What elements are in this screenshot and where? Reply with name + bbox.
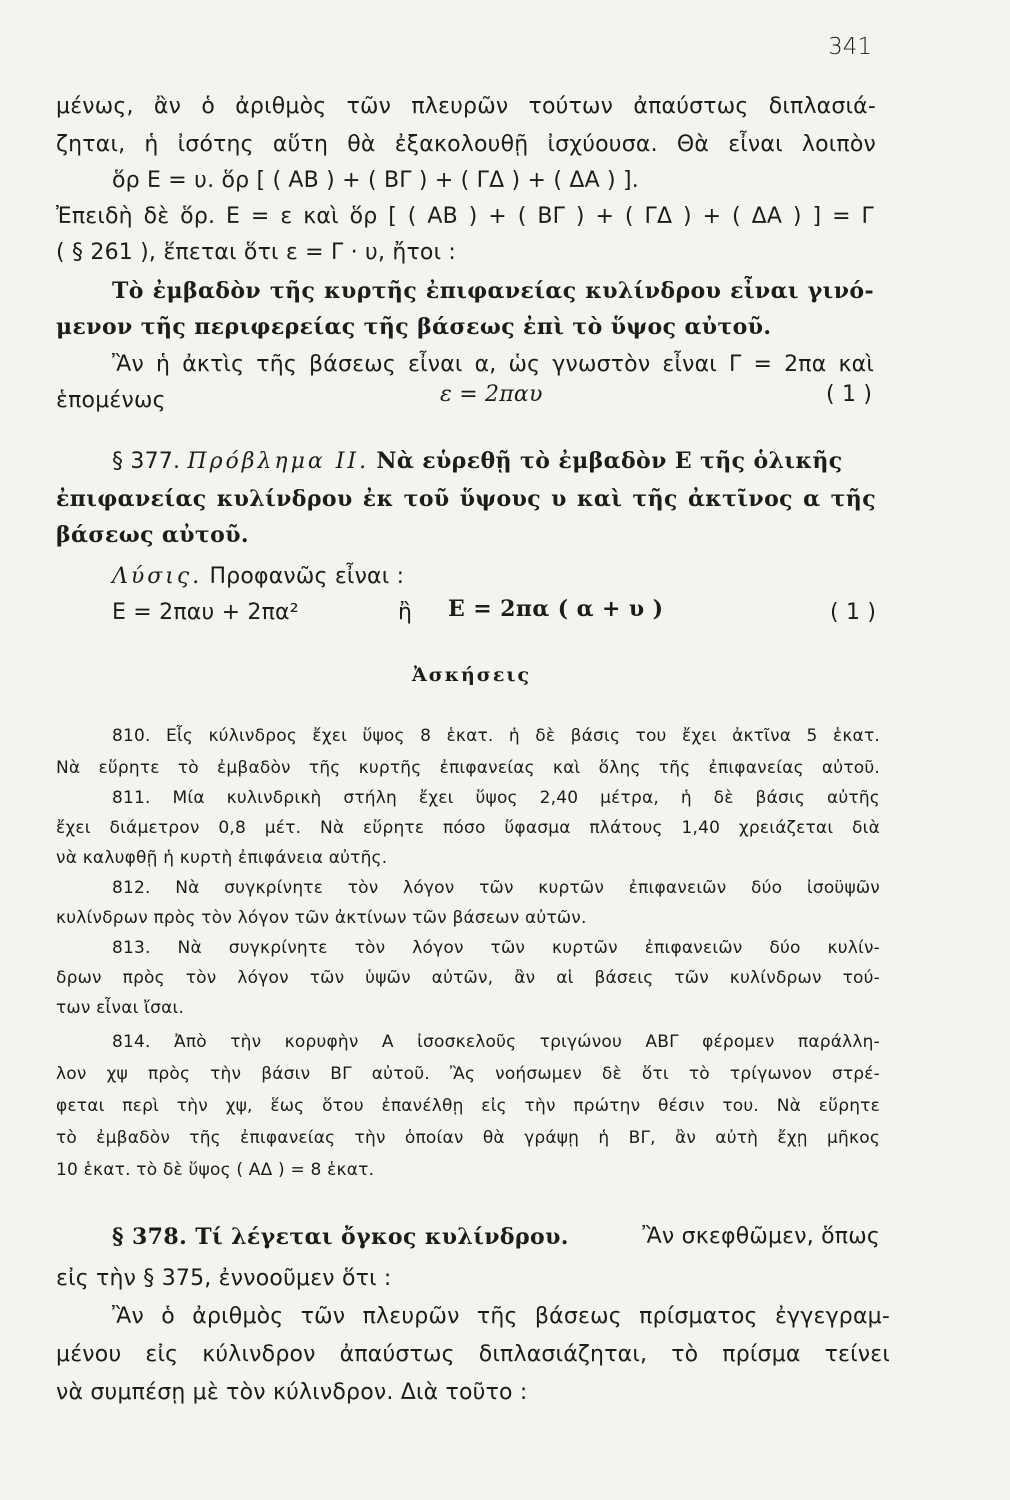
section-heading: [112, 1222, 880, 1252]
exercise-line: 814. Ἀπὸ τὴν κορυφὴν Α ἰσοσκελοῦς τριγώνου ΑΒΓ φέρομεν παράλλη-: [112, 1032, 880, 1052]
exercise-line: 811. Μία κυλινδρικὴ στήλη ἔχει ὕψος 2,40 μέτρα, ἡ δὲ βάσις αὐτῆς: [112, 788, 880, 808]
exercise-line: 812. Νὰ συγκρίνητε τὸν λόγον τῶν κυρτῶν ἐπιφανειῶν δύο ἰσοϋψῶν: [112, 878, 880, 898]
exercise-line: λον χψ πρὸς τὴν βάσιν ΒΓ αὐτοῦ. Ἂς νοήσωμεν δὲ ὅτι τὸ τρίγωνον στρέ-: [56, 1064, 880, 1084]
text-line: Ἐπειδὴ δὲ ὅρ. Ε = ε καὶ ὅρ [ ( ΑΒ ) + ( ΒΓ ) + ( ΓΔ ) + ( ΔΑ ) ] = Γ: [56, 204, 874, 229]
problem-line: ἐπιφανείας κυλίνδρου ἐκ τοῦ ὕψους υ καὶ τῆς ἀκτῖνος α τῆς: [56, 486, 876, 512]
exercises-title: Ἀσκήσεις: [412, 664, 532, 686]
formula: Ε = 2παυ + 2πα²: [112, 600, 299, 625]
section-title: § 378. Τί λέγεται ὄγκος κυλίνδρου.: [112, 1224, 569, 1250]
section-heading-rest: Ἂν σκεφθῶμεν, ὅπως: [642, 1224, 880, 1249]
exercise-line: φεται περὶ τὴν χψ, ἕως ὅτου ἐπανέλθῃ εἰς τὴν πρώτην θέσιν του. Νὰ εὕρητε: [56, 1096, 880, 1116]
exercise-line: ἔχει διάμετρον 0,8 μέτ. Νὰ εὕρητε πόσο ὕφασμα πλάτους 1,40 χρειάζεται διὰ: [56, 818, 880, 838]
exercise-line: 10 ἑκατ. τὸ δὲ ὕψος ( ΑΔ ) = 8 ἑκατ.: [56, 1160, 375, 1180]
problem-text: Νὰ εὑρεθῇ τὸ ἐμβαδὸν Ε τῆς ὁλικῆς: [376, 448, 843, 474]
formula-or: ἢ: [398, 600, 413, 625]
formula: ε = 2παυ: [440, 382, 543, 407]
text-line: Ἂν ὁ ἀριθμὸς τῶν πλευρῶν τῆς βάσεως πρίσματος ἐγγεγραμ-: [112, 1304, 890, 1329]
theorem-line: μενον τῆς περιφερείας τῆς βάσεως ἐπὶ τὸ ὕψος αὐτοῦ.: [56, 314, 772, 340]
text-line: ( § 261 ), ἕπεται ὅτι ε = Γ · υ, ἤτοι :: [56, 240, 457, 265]
text-line: ζηται, ἡ ἰσότης αὕτη θὰ ἐξακολουθῇ ἰσχύουσα. Θὰ εἶναι λοιπὸν: [56, 132, 876, 157]
exercise-line: 810. Εἷς κύλινδρος ἔχει ὕψος 8 ἑκατ. ἡ δὲ βάσις του ἔχει ἀκτῖνα 5 ἑκατ.: [112, 726, 880, 746]
problem-label: Πρόβλημα ΙΙ.: [187, 449, 370, 474]
exercise-line: νὰ καλυφθῇ ἡ κυρτὴ ἐπιφάνεια αὐτῆς.: [56, 848, 388, 868]
exercise-line: των εἶναι ἴσαι.: [56, 998, 185, 1018]
text-line: ἑπομένως: [56, 388, 166, 413]
formula: Ε = 2πα ( α + υ ): [448, 596, 664, 622]
solution-label: Λύσις.: [112, 564, 203, 589]
text-line: Ἂν ἡ ἀκτὶς τῆς βάσεως εἶναι α, ὡς γνωστὸν εἶναι Γ = 2πα καὶ: [112, 352, 874, 377]
solution-line: [112, 562, 404, 592]
exercise-line: 813. Νὰ συγκρίνητε τὸν λόγον τῶν κυρτῶν ἐπιφανειῶν δύο κυλίν-: [112, 938, 880, 958]
problem-prefix: § 377.: [112, 449, 181, 474]
exercise-line: Νὰ εὕρητε τὸ ἐμβαδὸν τῆς κυρτῆς ἐπιφανείας καὶ ὅλης τῆς ἐπιφανείας αὐτοῦ.: [56, 758, 880, 778]
formula-number: ( 1 ): [830, 600, 877, 625]
problem-heading: [112, 446, 876, 477]
formula-number: ( 1 ): [826, 382, 873, 407]
text-line: εἰς τὴν § 375, ἐννοοῦμεν ὅτι :: [56, 1266, 392, 1291]
text-line: μένου εἰς κύλινδρον ἀπαύστως διπλασιάζηται, τὸ πρίσμα τείνει: [56, 1342, 890, 1367]
exercise-line: κυλίνδρων πρὸς τὸν λόγον τῶν ἀκτίνων τῶν βάσεων αὐτῶν.: [56, 908, 587, 928]
solution-text: Προφανῶς εἶναι :: [209, 564, 405, 589]
page-number: 341: [828, 34, 872, 60]
text-line: νὰ συμπέσῃ μὲ τὸν κύλινδρον. Διὰ τοῦτο :: [56, 1380, 528, 1405]
exercise-line: δρων πρὸς τὸν λόγον τῶν ὑψῶν αὐτῶν, ἂν αἱ βάσεις τῶν κυλίνδρων τού-: [56, 968, 880, 988]
text-line: ὅρ Ε = υ. ὅρ [ ( ΑΒ ) + ( ΒΓ ) + ( ΓΔ ) + ( ΔΑ ) ].: [112, 168, 639, 193]
exercise-line: τὸ ἐμβαδὸν τῆς ἐπιφανείας τὴν ὁποίαν θὰ γράψῃ ἡ ΒΓ, ἂν αὐτὴ ἔχῃ μῆκος: [56, 1128, 880, 1148]
text-line: μένως, ἂν ὁ ἀριθμὸς τῶν πλευρῶν τούτων ἀπαύστως διπλασιά-: [56, 94, 876, 119]
theorem-line: Τὸ ἐμβαδὸν τῆς κυρτῆς ἐπιφανείας κυλίνδρου εἶναι γινό-: [112, 278, 874, 304]
problem-line: βάσεως αὐτοῦ.: [56, 522, 249, 548]
